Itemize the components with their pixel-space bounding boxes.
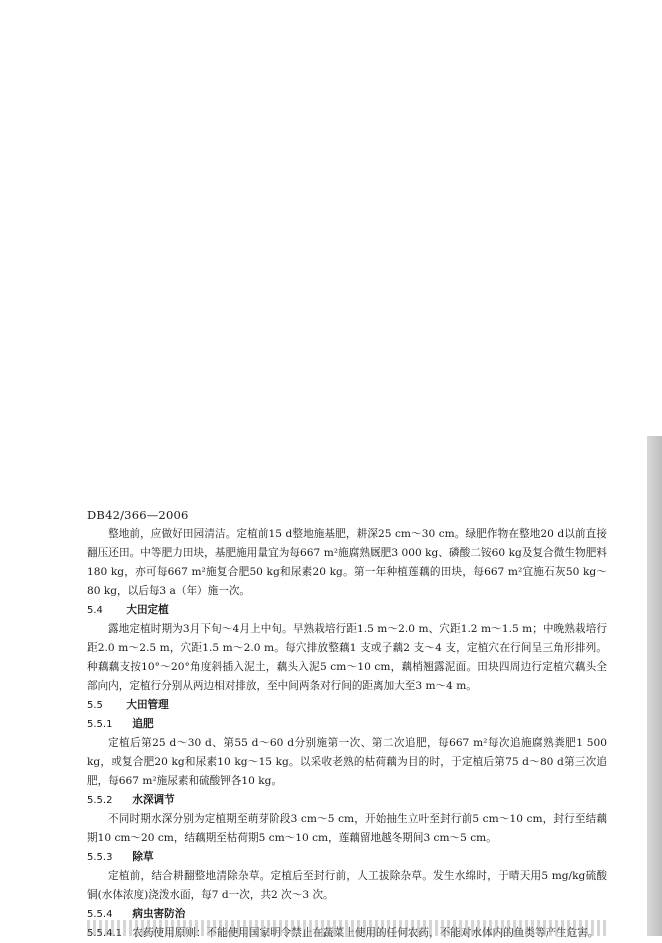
section-heading-5-5-3 (87, 848, 607, 867)
section-title: 病虫害防治 (132, 908, 186, 920)
section-heading-5-5-2 (87, 791, 607, 810)
section-title: 大田管理 (126, 699, 169, 711)
paragraph-weeding: 定植前，结合耕翻整地清除杂草。定植后至封行前，人工拔除杂草。发生水绵时，于晴天用5 mg/kg硫酸铜(水体浓度)浇泼水面，每7 d一次，共2 次～3 次。 (87, 870, 607, 901)
section-heading-5-5-1 (87, 715, 607, 734)
section-heading-5-4 (87, 601, 607, 620)
paragraph-soil-preparation: 整地前，应做好田园清洁。定植前15 d整地施基肥，耕深25 cm～30 cm。绿肥作物在整地20 d以前直接翻压还田。中等肥力田块，基肥施用量宜为每667 m²施腐熟厩肥3 000 kg、磷酸二铵60 kg及复合微生物肥料180 kg，亦可每667 m²施复合肥50 kg和尿素20 kg。第一年种植莲藕的田块，每667 m²宜施石灰50 kg～80 kg，以后每3 a（年）施一次。 (87, 528, 607, 597)
document-body (87, 525, 607, 943)
page-edge-shadow (647, 436, 662, 936)
section-number: 5.5.4 (87, 909, 113, 920)
section-title: 水深调节 (132, 794, 175, 806)
paragraph-water-depth: 不同时期水深分别为定植期至萌芽阶段3 cm～5 cm，开始抽生立叶至封行前5 cm～10 cm，封行至结藕期10 cm～20 cm，结藕期至枯荷期5 cm～10 cm，莲藕留地越冬期间3 cm～5 cm。 (87, 813, 607, 844)
section-title: 追肥 (132, 718, 154, 730)
section-number: 5.5 (87, 700, 103, 711)
cut-off-text-line (87, 920, 607, 936)
section-number: 5.5.2 (87, 795, 113, 806)
clause-text: 农药使用原则：不能使用国家明令禁止在蔬菜上使用的任何农药，不能对水体内的鱼类等产生危害。 (132, 927, 599, 939)
section-title: 大田定植 (126, 604, 169, 616)
clause-number: 5.5.4.1 (87, 928, 122, 939)
section-number: 5.5.3 (87, 852, 113, 863)
section-number: 5.5.1 (87, 719, 113, 730)
paragraph-field-planting: 露地定植时期为3月下旬～4月上中旬。早熟栽培行距1.5 m～2.0 m、穴距1.2 m～1.5 m；中晚熟栽培行距2.0 m～2.5 m，穴距1.5 m～2.0 m。每穴排放整藕1 支或子藕2 支～4 支，定植穴在行间呈三角形排列。种藕藕支按10°～20°角度斜插入泥土，藕头入泥5 cm～10 cm，藕梢翘露泥面。田块四周边行定植穴藕头全部向内，定植行分别从两边相对排放，至中间两条对行间的距离加大至3 m～4 m。 (87, 623, 607, 692)
section-title: 除草 (132, 851, 154, 863)
section-number: 5.4 (87, 605, 103, 616)
section-heading-5-5 (87, 696, 607, 715)
paragraph-top-dressing: 定植后第25 d～30 d、第55 d～60 d分别施第一次、第二次追肥，每667 m²每次追施腐熟粪肥1 500 kg，或复合肥20 kg和尿素10 kg～15 kg。以采收老熟的枯荷藕为目的时，于定植后第75 d～80 d第三次追肥，每667 m²施尿素和硫酸钾各10 kg。 (87, 737, 607, 787)
document-code: DB42/366—2006 (87, 508, 189, 522)
